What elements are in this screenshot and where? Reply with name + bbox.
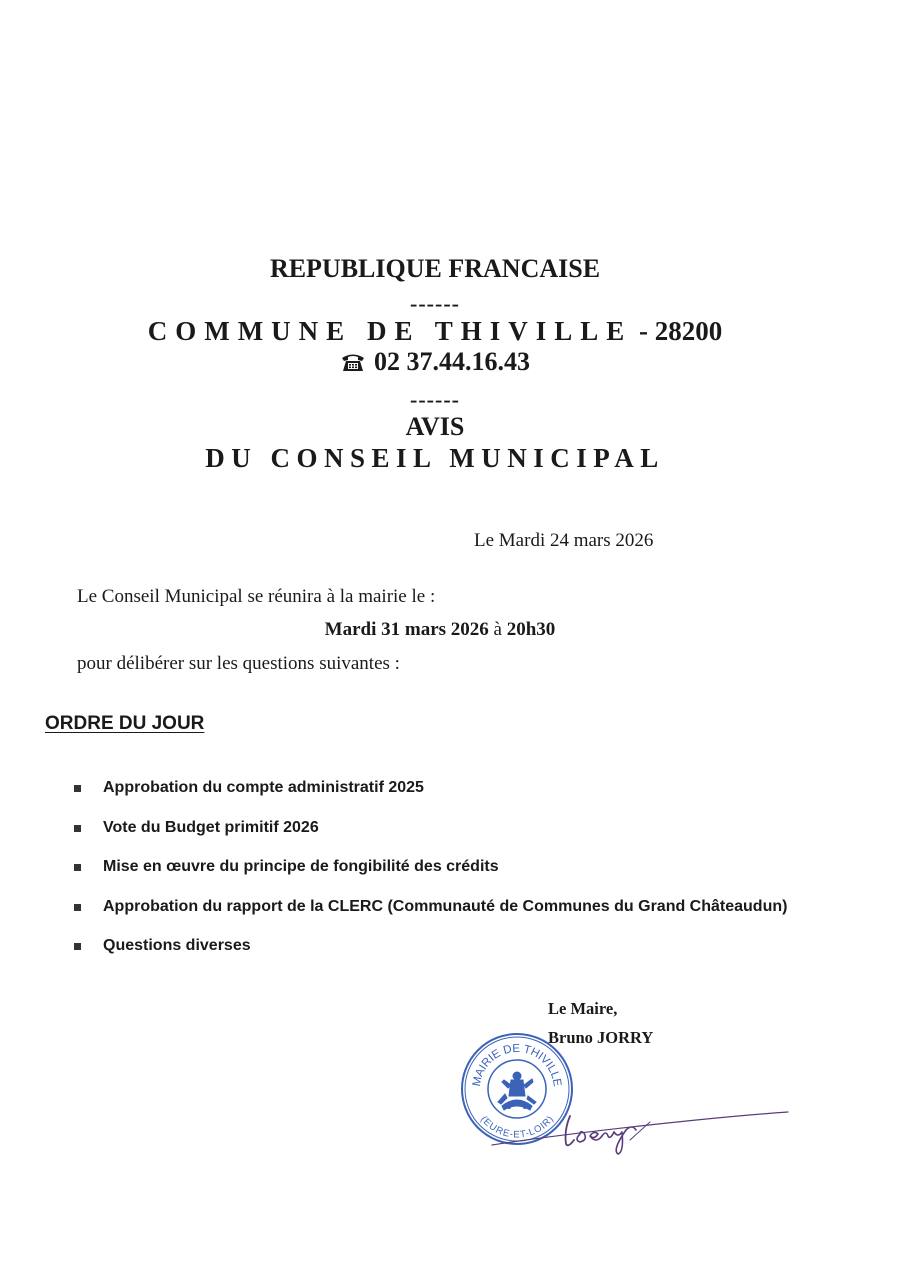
list-item [72, 819, 787, 859]
commune-heading [0, 316, 870, 347]
notice-heading: AVIS [405, 412, 465, 441]
meeting-datetime [0, 619, 880, 641]
bullet-icon [74, 904, 81, 911]
separator: ------ [410, 291, 460, 316]
meeting-date: Mardi 31 mars 2026 [324, 619, 489, 640]
council-heading: DU CONSEIL MUNICIPAL [205, 443, 665, 473]
agenda-item-text: Approbation du compte administratif 2025 [103, 779, 424, 796]
agenda-item-text: Approbation du rapport de la CLERC (Communauté de Communes du Grand Châteaudun) [103, 897, 788, 915]
telephone-icon [340, 350, 366, 380]
agenda-item-text: Questions diverses [103, 937, 251, 954]
commune-code: - 28200 [639, 316, 723, 346]
bullet-icon [74, 785, 81, 792]
phone-line [0, 347, 870, 380]
bullet-icon [74, 825, 81, 832]
list-item [72, 937, 787, 977]
agenda-title: ORDRE DU JOUR [45, 713, 205, 734]
commune-name: COMMUNE DE THIVILLE [147, 316, 633, 346]
purpose-text: pour délibérer sur les questions suivantes : [77, 653, 400, 674]
meeting-at: à [493, 619, 502, 640]
mayor-signature [490, 1100, 790, 1165]
stamp-bottom-text: (EURE-ET-LOIR) [478, 1114, 556, 1141]
bullet-icon [74, 864, 81, 871]
agenda-list [72, 779, 787, 977]
list-item [72, 779, 787, 819]
intro-text: Le Conseil Municipal se réunira à la mairie le : [77, 586, 436, 607]
bullet-icon [74, 943, 81, 950]
agenda-item-text: Vote du Budget primitif 2026 [103, 818, 319, 836]
list-item [72, 898, 787, 938]
separator: ------ [410, 387, 460, 412]
agenda-item-text: Mise en œuvre du principe de fongibilité des crédits [103, 858, 499, 875]
phone-number: 02 37.44.16.43 [374, 347, 530, 376]
stamp-top-text: MAIRIE DE THIVILLE [470, 1042, 564, 1088]
notice-date: Le Mardi 24 mars 2026 [474, 530, 654, 551]
republic-heading: REPUBLIQUE FRANCAISE [269, 254, 601, 283]
list-item [72, 858, 787, 898]
signatory-role: Le Maire, [548, 999, 618, 1018]
meeting-time: 20h30 [506, 619, 556, 640]
signatory-name: Bruno JORRY [548, 1028, 654, 1047]
